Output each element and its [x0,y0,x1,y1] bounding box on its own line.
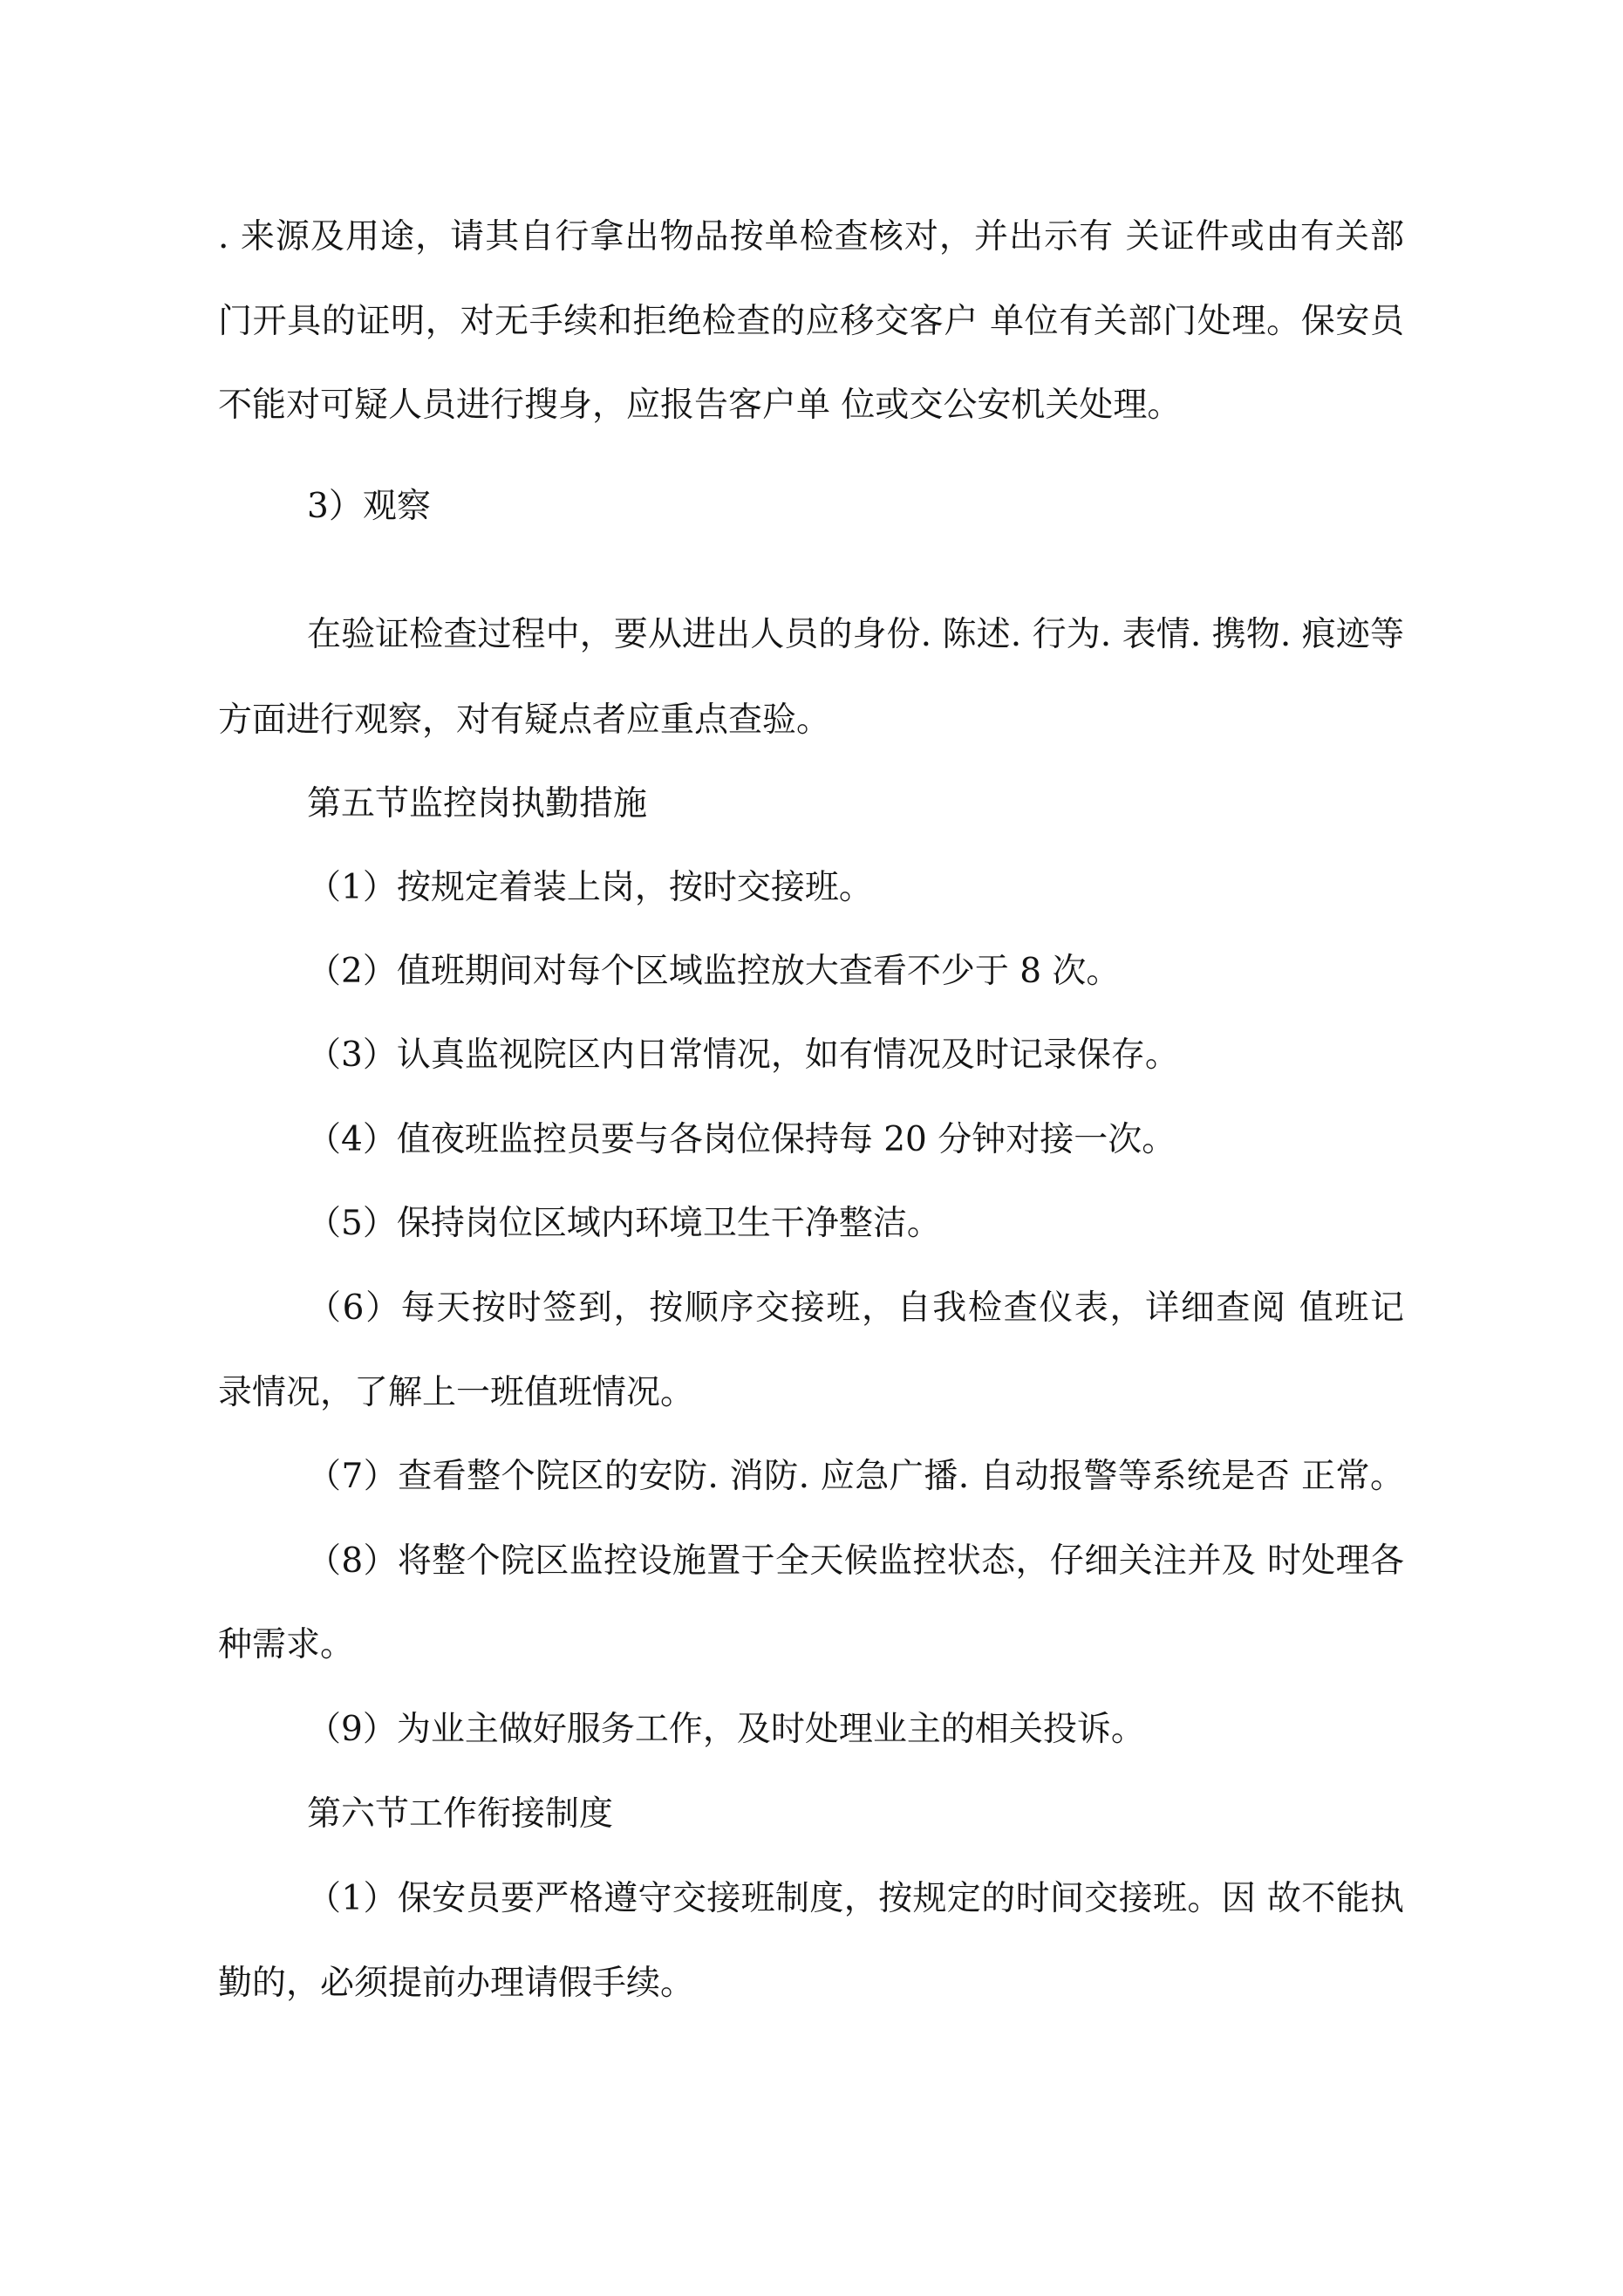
list-item: （1）按规定着装上岗，按时交接班。 [307,868,873,907]
list-item: （6）每天按时签到，按顺序交接班，自我检查仪表，详细查阅 值班记 [307,1288,1404,1328]
list-item-continuation: 录情况，了解上一班值班情况。 [218,1373,695,1412]
paragraph-line: . 来源及用途，请其自行拿出物品按单检查核对，并出示有 关证件或由有关部 [218,217,1404,256]
list-item-continuation: 勤的，必须提前办理请假手续。 [218,1964,695,2003]
list-item: （8）将整个院区监控设施置于全天候监控状态，仔细关注并及 时处理各 [307,1541,1404,1581]
subheading: 3）观察 [307,487,431,526]
list-item: （9）为业主做好服务工作，及时处理业主的相关投诉。 [307,1710,1145,1749]
list-item: （5）保持岗位区域内环境卫生干净整洁。 [307,1204,941,1243]
list-item: （1）保安员要严格遵守交接班制度，按规定的时间交接班。因 故不能执 [307,1879,1404,1918]
section-heading: 第六节工作衔接制度 [307,1794,614,1834]
paragraph-line: 门开具的证明，对无手续和拒绝检查的应移交客户 单位有关部门处理。保安员 [218,302,1404,341]
section-heading: 第五节监控岗执勤措施 [307,784,648,823]
list-item: （7）查看整个院区的安防. 消防. 应急广播. 自动报警等系统是否 正常。 [307,1457,1404,1496]
list-item-continuation: 种需求。 [218,1625,355,1664]
paragraph-line: 不能对可疑人员进行搜身，应报告客户单 位或交公安机关处理。 [218,386,1182,425]
paragraph-line: 在验证检查过程中，要从进出人员的身份. 陈述. 行为. 表情. 携物. 痕迹等 [307,615,1404,654]
paragraph-line: 方面进行观察，对有疑点者应重点查验。 [218,700,831,740]
list-item: （2）值班期间对每个区域监控放大查看不少于 8 次。 [307,952,1121,991]
list-item: （3）认真监视院区内日常情况，如有情况及时记录保存。 [307,1035,1179,1075]
list-item: （4）值夜班监控员要与各岗位保持每 20 分钟对接一次。 [307,1120,1176,1159]
